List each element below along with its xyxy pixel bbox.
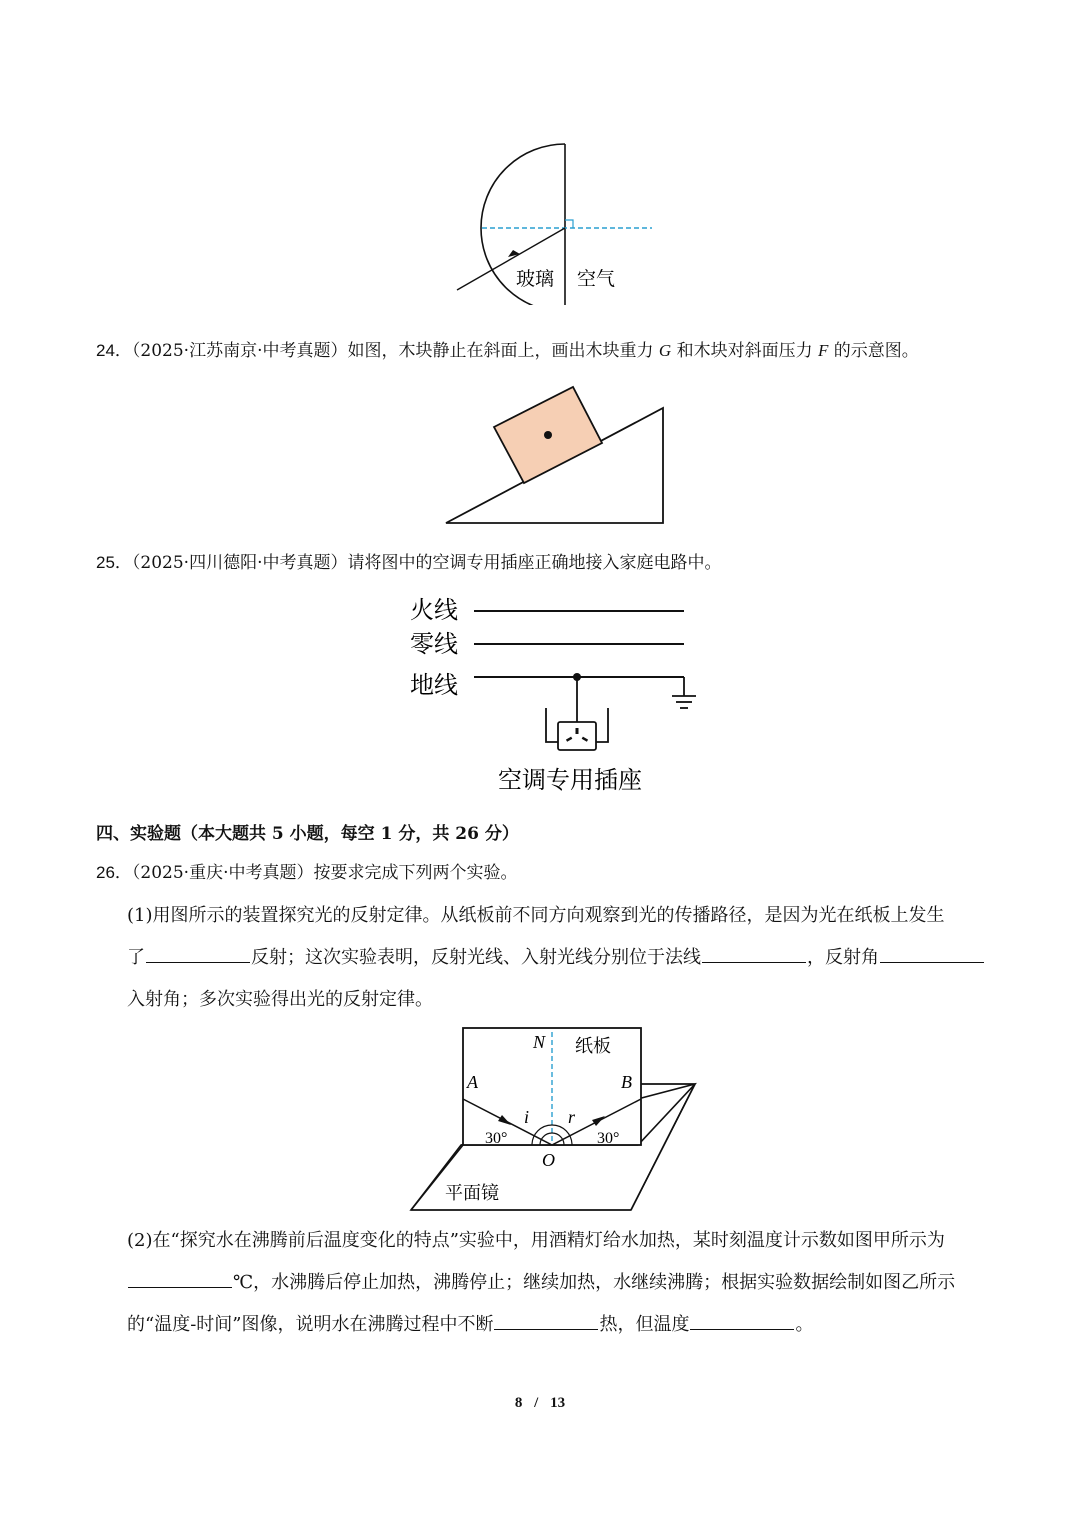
circuit-figure [400,590,700,805]
part1-line-3: 入射角；多次实验得出光的反射定律。 [127,989,433,1010]
label-neutral-wire: 零线 [410,630,458,658]
answer-blank[interactable] [702,942,806,963]
ground-symbol [672,696,696,708]
label-mirror: 平面镜 [445,1183,499,1204]
center-of-mass-dot [544,431,552,439]
part2-line-1: (2)在“探究水在沸腾前后温度变化的特点”实验中，用酒精灯给水加热，某时刻温度计示数如图甲所示为 [127,1230,945,1251]
ray-arrow [508,250,520,257]
question-text: 请将图中的空调专用插座正确地接入家庭电路中。 [347,553,722,573]
label-angle-left: 30° [485,1130,508,1147]
label-live-wire: 火线 [410,596,458,624]
question-number: 26． [96,863,132,882]
reflection-figure [405,1022,705,1217]
question-24 [96,338,919,364]
answer-blank[interactable] [146,942,250,963]
label-B: B [621,1072,632,1092]
label-socket-caption: 空调专用插座 [498,766,642,794]
paper-board [463,1028,641,1145]
label-glass: 玻璃 [516,268,555,290]
part1-line-2 [127,937,987,979]
section-heading: 四、实验题（本大题共 5 小题，每空 1 分，共 26 分） [96,824,519,844]
question-number: 24． [96,341,132,360]
text: 。 [795,1314,814,1335]
question-text: 和木块对斜面压力 [671,341,818,361]
answer-blank[interactable] [128,1267,232,1288]
label-r: r [568,1107,576,1127]
label-A: A [467,1072,478,1092]
question-text: 按要求完成下列两个实验。 [313,863,518,883]
text: ℃，水沸腾后停止加热，沸腾停止；继续加热，水继续沸腾；根据实验数据绘制如图乙所示 [233,1272,956,1293]
answer-blank[interactable] [494,1309,598,1330]
label-i: i [524,1107,530,1127]
question-26-part-1 [127,895,987,1021]
question-source: （2025·四川德阳·中考真题） [131,553,348,573]
label-air: 空气 [577,268,616,290]
answer-blank[interactable] [690,1309,794,1330]
part1-line-1: (1)用图所示的装置探究光的反射定律。从纸板前不同方向观察到光的传播路径，是因为光在纸板上发生 [127,905,945,926]
question-source: （2025·江苏南京·中考真题） [131,341,348,361]
label-O: O [542,1150,555,1170]
refraction-figure [440,140,670,305]
socket [558,722,596,750]
page-footer [0,1395,1080,1412]
question-number: 25． [96,553,132,572]
right-angle-mark [565,220,573,228]
question-26 [96,860,518,886]
var-g: G [658,341,672,360]
question-25 [96,550,722,576]
text: ，反射角 [807,947,879,968]
text: 了 [127,947,145,968]
page-separator: / [534,1395,539,1411]
incline-figure [440,380,670,530]
var-f: F [818,341,829,360]
part2-line-3 [127,1304,987,1346]
label-earth-wire: 地线 [410,671,458,699]
page-total: 13 [550,1395,566,1411]
text: 热，但温度 [599,1314,690,1335]
question-text: 的示意图。 [828,341,919,361]
label-N: N [533,1032,546,1052]
text: 的“温度-时间”图像，说明水在沸腾过程中不断 [127,1314,494,1335]
question-26-part-2 [127,1220,987,1346]
page-number: 8 [514,1395,523,1411]
answer-blank[interactable] [880,942,984,963]
question-text: 如图，木块静止在斜面上，画出木块重力 [347,341,659,361]
part2-line-2 [127,1262,987,1304]
label-angle-right: 30° [597,1130,620,1147]
text: 反射；这次实验表明，反射光线、入射光线分别位于法线 [251,947,701,968]
label-board: 纸板 [575,1036,611,1057]
question-source: （2025·重庆·中考真题） [131,863,314,883]
